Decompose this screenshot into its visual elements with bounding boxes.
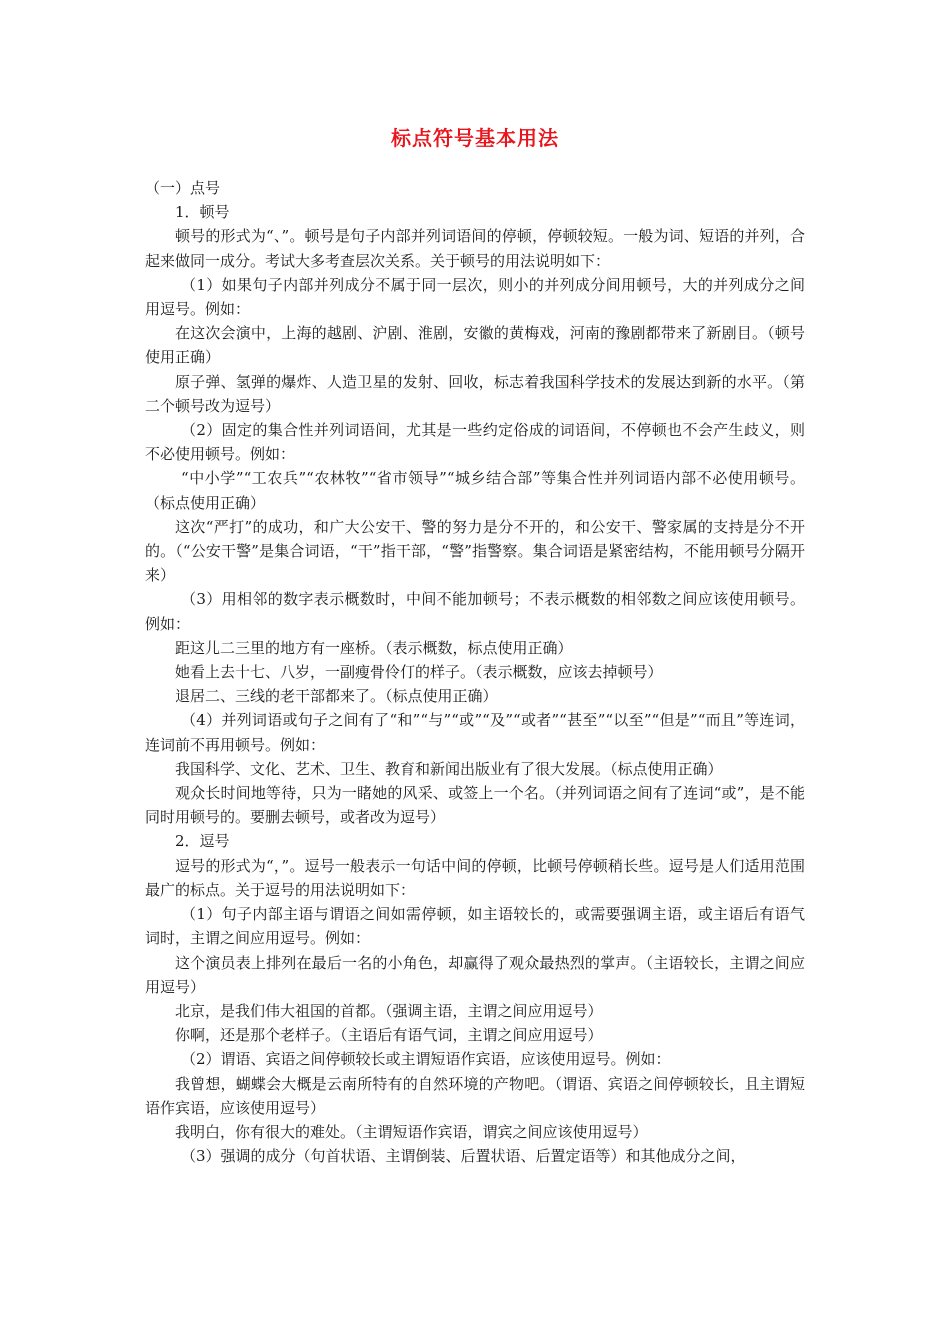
paragraph: 逗号的形式为“，”。逗号一般表示一句话中间的停顿，比顿号停顿稍长些。逗号是人们适用范围最广的标点。关于逗号的用法说明如下： <box>145 856 805 899</box>
paragraph: （一）点号 <box>145 179 221 197</box>
paragraph: （1）如果句子内部并列成分不属于同一层次，则小的并列成分间用顿号，大的并列成分之间用逗号。例如： <box>145 275 805 319</box>
paragraph: 距这儿二三里的地方有一座桥。（表示概数，标点使用正确） <box>175 638 573 657</box>
paragraph: “中小学”“工农兵”“农林牧”“省市领导”“城乡结合部”等集合性并列词语内部不必使用顿号。（标点使用正确） <box>145 469 805 512</box>
paragraph: 我国科学、文化、艺术、卫生、教育和新闻出版业有了很大发展。（标点使用正确） <box>175 759 723 778</box>
paragraph: （3）强调的成分（句首状语、主谓倒装、后置状语、后置定语等）和其他成分之间， <box>181 1147 746 1166</box>
paragraph: 退居二、三线的老干部都来了。（标点使用正确） <box>175 687 498 706</box>
paragraph: （3）用相邻的数字表示概数时，中间不能加顿号；不表示概数的相邻数之间应该使用顿号。例如： <box>145 590 805 633</box>
paragraph: 你啊，还是那个老样子。（主语后有语气词，主谓之间应用逗号） <box>175 1026 603 1045</box>
paragraph: 原子弹、氢弹的爆炸、人造卫星的发射、回收，标志着我国科学技术的发展达到新的水平。（第二个顿号改为逗号） <box>145 372 805 415</box>
paragraph: 这次“严打”的成功，和广大公安干、警的努力是分不开的，和公安干、警家属的支持是分不开的。（“公安干警”是集合词语，“干”指干部，“警”指警察。集合词语是紧密结构，不能用顿号分隔开来） <box>145 517 805 585</box>
paragraph: 顿号的形式为“、”。顿号是句子内部并列词语间的停顿，停顿较短。一般为词、短语的并列，合起来做同一成分。考试大多考查层次关系。关于顿号的用法说明如下： <box>145 227 805 270</box>
paragraph: 我明白，你有很大的难处。（主谓短语作宾语，谓宾之间应该使用逗号） <box>175 1122 648 1141</box>
page-title: 标点符号基本用法 <box>391 126 559 150</box>
paragraph: 2．逗号 <box>175 832 230 851</box>
paragraph: 她看上去十七、八岁，一副瘦骨伶仃的样子。（表示概数，应该去掉顿号） <box>175 663 663 682</box>
paragraph: 1．顿号 <box>175 203 230 222</box>
paragraph: 这个演员表上排列在最后一名的小角色，却赢得了观众最热烈的掌声。（主语较长，主谓之间应用逗号） <box>145 953 805 996</box>
paragraph: 北京，是我们伟大祖国的首都。（强调主语，主谓之间应用逗号） <box>175 1001 603 1020</box>
paragraph: （1）句子内部主语与谓语之间如需停顿，如主语较长的，或需要强调主语，或主语后有语气词时，主谓之间应用逗号。例如： <box>145 905 805 948</box>
paragraph: 我曾想，蝴蝶会大概是云南所特有的自然环境的产物吧。（谓语、宾语之间停顿较长，且主谓短语作宾语，应该使用逗号） <box>145 1074 805 1117</box>
paragraph: （4）并列词语或句子之间有了“和”“与”“或”“及”“或者”“甚至”“以至”“但是”“而且”等连词，连词前不再用顿号。例如： <box>145 711 805 754</box>
paragraph: （2）固定的集合性并列词语间，尤其是一些约定俗成的词语间，不停顿也不会产生歧义，则不必使用顿号。例如： <box>145 421 805 464</box>
paragraph: 观众长时间地等待，只为一睹她的风采、或签上一个名。（并列词语之间有了连词“或”，是不能同时用顿号的。要删去顿号，或者改为逗号） <box>145 784 805 827</box>
paragraph: 在这次会演中，上海的越剧、沪剧、淮剧，安徽的黄梅戏，河南的豫剧都带来了新剧目。（顿号使用正确） <box>145 324 805 367</box>
paragraph: （2）谓语、宾语之间停顿较长或主谓短语作宾语，应该使用逗号。例如： <box>181 1050 671 1069</box>
document-body <box>145 176 805 1168</box>
